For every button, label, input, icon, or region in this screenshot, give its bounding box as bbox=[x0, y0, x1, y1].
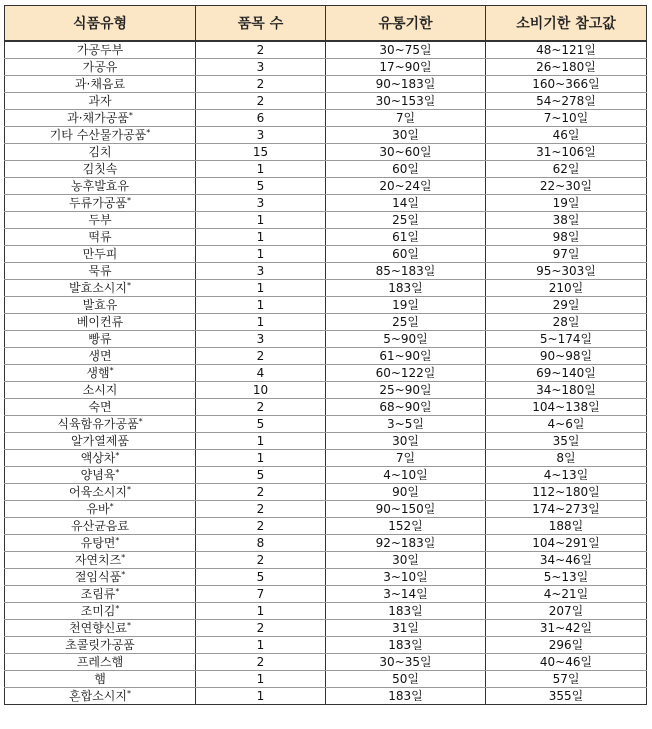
cell-food-type bbox=[5, 688, 196, 705]
footnote-asterisk: * bbox=[115, 468, 120, 477]
header-row bbox=[5, 6, 647, 42]
cell-item-count: 3 bbox=[196, 127, 326, 144]
cell-shelf-life: 30일 bbox=[326, 433, 486, 450]
cell-food-type bbox=[5, 382, 196, 399]
table-row bbox=[5, 535, 647, 552]
table-row bbox=[5, 110, 647, 127]
table-row bbox=[5, 195, 647, 212]
table-row bbox=[5, 41, 647, 59]
cell-item-count: 7 bbox=[196, 586, 326, 603]
cell-shelf-life: 25일 bbox=[326, 314, 486, 331]
cell-shelf-life: 61일 bbox=[326, 229, 486, 246]
cell-shelf-life: 7일 bbox=[326, 450, 486, 467]
food-type-label: 기타 수산물가공품 bbox=[49, 128, 147, 142]
cell-consumption-reference: 48~121일 bbox=[486, 41, 647, 59]
cell-shelf-life: 30~60일 bbox=[326, 144, 486, 161]
table-row bbox=[5, 144, 647, 161]
footnote-asterisk: * bbox=[126, 621, 131, 630]
cell-consumption-reference: 160~366일 bbox=[486, 76, 647, 93]
food-type-label: 식육함유가공품 bbox=[57, 417, 139, 431]
cell-consumption-reference: 5~174일 bbox=[486, 331, 647, 348]
food-type-label: 생햄 bbox=[86, 366, 110, 380]
cell-shelf-life: 61~90일 bbox=[326, 348, 486, 365]
food-type-label: 조림류 bbox=[80, 587, 116, 601]
table-row bbox=[5, 501, 647, 518]
table-row bbox=[5, 365, 647, 382]
food-type-label: 유탕면 bbox=[80, 536, 116, 550]
footnote-asterisk: * bbox=[109, 366, 114, 375]
cell-shelf-life: 183일 bbox=[326, 280, 486, 297]
table-row bbox=[5, 297, 647, 314]
table-row bbox=[5, 263, 647, 280]
footnote-asterisk: * bbox=[115, 536, 120, 545]
cell-item-count: 2 bbox=[196, 518, 326, 535]
food-type-label: 햄 bbox=[94, 672, 106, 686]
table-row bbox=[5, 59, 647, 76]
cell-shelf-life: 25일 bbox=[326, 212, 486, 229]
cell-shelf-life: 14일 bbox=[326, 195, 486, 212]
footnote-asterisk: * bbox=[121, 570, 126, 579]
cell-shelf-life: 4~10일 bbox=[326, 467, 486, 484]
cell-item-count: 2 bbox=[196, 76, 326, 93]
cell-shelf-life: 30일 bbox=[326, 552, 486, 569]
cell-item-count: 1 bbox=[196, 161, 326, 178]
cell-shelf-life: 30~75일 bbox=[326, 41, 486, 59]
cell-food-type bbox=[5, 110, 196, 127]
food-type-label: 유바 bbox=[86, 502, 110, 516]
food-type-label: 농후발효유 bbox=[71, 179, 129, 193]
table-row bbox=[5, 280, 647, 297]
cell-item-count: 2 bbox=[196, 620, 326, 637]
table-row bbox=[5, 399, 647, 416]
cell-food-type bbox=[5, 41, 196, 59]
cell-shelf-life: 183일 bbox=[326, 688, 486, 705]
food-type-label: 양념육 bbox=[80, 468, 116, 482]
food-type-label: 베이컨류 bbox=[76, 315, 124, 329]
food-type-label: 두부 bbox=[88, 213, 112, 227]
cell-food-type bbox=[5, 365, 196, 382]
cell-consumption-reference: 19일 bbox=[486, 195, 647, 212]
footnote-asterisk: * bbox=[126, 196, 131, 205]
footnote-asterisk: * bbox=[109, 502, 114, 511]
cell-consumption-reference: 4~13일 bbox=[486, 467, 647, 484]
cell-shelf-life: 90일 bbox=[326, 484, 486, 501]
cell-food-type bbox=[5, 280, 196, 297]
cell-consumption-reference: 207일 bbox=[486, 603, 647, 620]
cell-consumption-reference: 26~180일 bbox=[486, 59, 647, 76]
cell-shelf-life: 85~183일 bbox=[326, 263, 486, 280]
footnote-asterisk: * bbox=[126, 281, 131, 290]
cell-item-count: 1 bbox=[196, 637, 326, 654]
cell-food-type bbox=[5, 348, 196, 365]
food-type-label: 떡류 bbox=[88, 230, 112, 244]
cell-food-type bbox=[5, 144, 196, 161]
cell-food-type bbox=[5, 433, 196, 450]
cell-item-count: 1 bbox=[196, 297, 326, 314]
table-row bbox=[5, 569, 647, 586]
table-row bbox=[5, 654, 647, 671]
food-type-label: 혼합소시지 bbox=[69, 689, 127, 703]
cell-consumption-reference: 31~106일 bbox=[486, 144, 647, 161]
cell-consumption-reference: 210일 bbox=[486, 280, 647, 297]
table-row bbox=[5, 331, 647, 348]
food-type-label: 생면 bbox=[88, 349, 112, 363]
cell-food-type bbox=[5, 501, 196, 518]
food-type-label: 자연치즈 bbox=[74, 553, 122, 567]
table-row bbox=[5, 586, 647, 603]
cell-food-type bbox=[5, 552, 196, 569]
cell-food-type bbox=[5, 654, 196, 671]
cell-food-type bbox=[5, 93, 196, 110]
cell-item-count: 2 bbox=[196, 399, 326, 416]
table-container bbox=[4, 5, 647, 705]
footnote-asterisk: * bbox=[121, 553, 126, 562]
food-type-label: 소시지 bbox=[82, 383, 118, 397]
food-type-label: 가공두부 bbox=[76, 43, 124, 57]
food-type-label: 어육소시지 bbox=[69, 485, 127, 499]
cell-shelf-life: 30일 bbox=[326, 127, 486, 144]
cell-food-type bbox=[5, 212, 196, 229]
cell-shelf-life: 31일 bbox=[326, 620, 486, 637]
footnote-asterisk: * bbox=[115, 604, 120, 613]
cell-food-type bbox=[5, 518, 196, 535]
cell-food-type bbox=[5, 127, 196, 144]
food-type-label: 발효소시지 bbox=[69, 281, 127, 295]
header-shelf-life: 유통기한 bbox=[326, 6, 486, 42]
cell-food-type bbox=[5, 297, 196, 314]
table-row bbox=[5, 416, 647, 433]
cell-food-type bbox=[5, 195, 196, 212]
cell-shelf-life: 30~153일 bbox=[326, 93, 486, 110]
cell-food-type bbox=[5, 484, 196, 501]
cell-item-count: 2 bbox=[196, 501, 326, 518]
cell-food-type bbox=[5, 620, 196, 637]
cell-food-type bbox=[5, 229, 196, 246]
food-type-label: 과·채가공품 bbox=[67, 111, 129, 125]
cell-consumption-reference: 104~291일 bbox=[486, 535, 647, 552]
cell-shelf-life: 25~90일 bbox=[326, 382, 486, 399]
cell-consumption-reference: 29일 bbox=[486, 297, 647, 314]
cell-consumption-reference: 46일 bbox=[486, 127, 647, 144]
cell-item-count: 5 bbox=[196, 178, 326, 195]
cell-food-type bbox=[5, 569, 196, 586]
cell-consumption-reference: 28일 bbox=[486, 314, 647, 331]
food-type-label: 빵류 bbox=[88, 332, 112, 346]
table-row bbox=[5, 603, 647, 620]
cell-item-count: 6 bbox=[196, 110, 326, 127]
cell-consumption-reference: 174~273일 bbox=[486, 501, 647, 518]
table-row bbox=[5, 382, 647, 399]
cell-food-type bbox=[5, 416, 196, 433]
cell-item-count: 5 bbox=[196, 569, 326, 586]
food-type-label: 액상차 bbox=[80, 451, 116, 465]
header-consumption-reference: 소비기한 참고값 bbox=[486, 6, 647, 42]
cell-item-count: 3 bbox=[196, 331, 326, 348]
cell-item-count: 2 bbox=[196, 41, 326, 59]
food-type-label: 숙면 bbox=[88, 400, 112, 414]
shelf-life-table bbox=[4, 5, 647, 705]
cell-consumption-reference: 296일 bbox=[486, 637, 647, 654]
cell-shelf-life: 30~35일 bbox=[326, 654, 486, 671]
footnote-asterisk: * bbox=[115, 451, 120, 460]
cell-consumption-reference: 112~180일 bbox=[486, 484, 647, 501]
table-row bbox=[5, 620, 647, 637]
cell-item-count: 1 bbox=[196, 603, 326, 620]
cell-food-type bbox=[5, 535, 196, 552]
food-type-label: 묵류 bbox=[88, 264, 112, 278]
cell-food-type bbox=[5, 314, 196, 331]
table-body bbox=[5, 41, 647, 705]
cell-item-count: 4 bbox=[196, 365, 326, 382]
table-row bbox=[5, 161, 647, 178]
cell-consumption-reference: 188일 bbox=[486, 518, 647, 535]
cell-item-count: 8 bbox=[196, 535, 326, 552]
cell-shelf-life: 3~5일 bbox=[326, 416, 486, 433]
cell-item-count: 3 bbox=[196, 195, 326, 212]
table-row bbox=[5, 314, 647, 331]
food-type-label: 절임식품 bbox=[74, 570, 122, 584]
cell-consumption-reference: 98일 bbox=[486, 229, 647, 246]
cell-item-count: 2 bbox=[196, 552, 326, 569]
table-row bbox=[5, 93, 647, 110]
cell-consumption-reference: 7~10일 bbox=[486, 110, 647, 127]
header-item-count: 품목 수 bbox=[196, 6, 326, 42]
cell-consumption-reference: 34~46일 bbox=[486, 552, 647, 569]
food-type-label: 가공유 bbox=[82, 60, 118, 74]
cell-shelf-life: 90~183일 bbox=[326, 76, 486, 93]
table-row bbox=[5, 229, 647, 246]
cell-consumption-reference: 38일 bbox=[486, 212, 647, 229]
cell-consumption-reference: 355일 bbox=[486, 688, 647, 705]
table-row bbox=[5, 450, 647, 467]
food-type-label: 프레스햄 bbox=[76, 655, 124, 669]
cell-consumption-reference: 4~6일 bbox=[486, 416, 647, 433]
cell-item-count: 3 bbox=[196, 263, 326, 280]
cell-item-count: 1 bbox=[196, 671, 326, 688]
cell-shelf-life: 60일 bbox=[326, 161, 486, 178]
food-type-label: 천연향신료 bbox=[69, 621, 127, 635]
footnote-asterisk: * bbox=[126, 689, 131, 698]
cell-item-count: 1 bbox=[196, 433, 326, 450]
cell-food-type bbox=[5, 161, 196, 178]
cell-item-count: 2 bbox=[196, 654, 326, 671]
cell-item-count: 1 bbox=[196, 314, 326, 331]
cell-item-count: 1 bbox=[196, 229, 326, 246]
footnote-asterisk: * bbox=[138, 417, 143, 426]
cell-shelf-life: 60~122일 bbox=[326, 365, 486, 382]
table-row bbox=[5, 178, 647, 195]
cell-consumption-reference: 31~42일 bbox=[486, 620, 647, 637]
cell-shelf-life: 183일 bbox=[326, 603, 486, 620]
cell-consumption-reference: 57일 bbox=[486, 671, 647, 688]
cell-shelf-life: 7일 bbox=[326, 110, 486, 127]
food-type-label: 두류가공품 bbox=[69, 196, 127, 210]
cell-shelf-life: 5~90일 bbox=[326, 331, 486, 348]
food-type-label: 조미김 bbox=[80, 604, 116, 618]
cell-food-type bbox=[5, 586, 196, 603]
footnote-asterisk: * bbox=[115, 587, 120, 596]
cell-food-type bbox=[5, 603, 196, 620]
cell-consumption-reference: 5~13일 bbox=[486, 569, 647, 586]
table-row bbox=[5, 127, 647, 144]
cell-consumption-reference: 54~278일 bbox=[486, 93, 647, 110]
cell-shelf-life: 183일 bbox=[326, 637, 486, 654]
cell-food-type bbox=[5, 76, 196, 93]
table-row bbox=[5, 246, 647, 263]
cell-item-count: 1 bbox=[196, 212, 326, 229]
header-food-type: 식품유형 bbox=[5, 6, 196, 42]
cell-food-type bbox=[5, 263, 196, 280]
cell-item-count: 5 bbox=[196, 467, 326, 484]
table-row bbox=[5, 518, 647, 535]
cell-consumption-reference: 34~180일 bbox=[486, 382, 647, 399]
cell-shelf-life: 68~90일 bbox=[326, 399, 486, 416]
cell-shelf-life: 17~90일 bbox=[326, 59, 486, 76]
table-row bbox=[5, 552, 647, 569]
cell-food-type bbox=[5, 450, 196, 467]
cell-food-type bbox=[5, 331, 196, 348]
table-row bbox=[5, 671, 647, 688]
table-row bbox=[5, 433, 647, 450]
cell-consumption-reference: 62일 bbox=[486, 161, 647, 178]
food-type-label: 김칫속 bbox=[82, 162, 118, 176]
cell-item-count: 1 bbox=[196, 450, 326, 467]
cell-item-count: 3 bbox=[196, 59, 326, 76]
food-type-label: 초콜릿가공품 bbox=[65, 638, 135, 652]
cell-consumption-reference: 104~138일 bbox=[486, 399, 647, 416]
food-type-label: 과자 bbox=[88, 94, 112, 108]
cell-item-count: 10 bbox=[196, 382, 326, 399]
cell-shelf-life: 90~150일 bbox=[326, 501, 486, 518]
cell-food-type bbox=[5, 399, 196, 416]
cell-item-count: 1 bbox=[196, 246, 326, 263]
cell-shelf-life: 3~10일 bbox=[326, 569, 486, 586]
cell-consumption-reference: 95~303일 bbox=[486, 263, 647, 280]
food-type-label: 알가열제품 bbox=[71, 434, 129, 448]
food-type-label: 과·채음료 bbox=[74, 77, 126, 91]
footnote-asterisk: * bbox=[146, 128, 151, 137]
cell-consumption-reference: 69~140일 bbox=[486, 365, 647, 382]
cell-consumption-reference: 97일 bbox=[486, 246, 647, 263]
cell-consumption-reference: 40~46일 bbox=[486, 654, 647, 671]
food-type-label: 발효유 bbox=[82, 298, 118, 312]
cell-item-count: 2 bbox=[196, 348, 326, 365]
cell-item-count: 2 bbox=[196, 93, 326, 110]
table-row bbox=[5, 484, 647, 501]
cell-item-count: 5 bbox=[196, 416, 326, 433]
cell-food-type bbox=[5, 59, 196, 76]
cell-consumption-reference: 8일 bbox=[486, 450, 647, 467]
table-row bbox=[5, 76, 647, 93]
table-row bbox=[5, 348, 647, 365]
cell-food-type bbox=[5, 178, 196, 195]
table-row bbox=[5, 637, 647, 654]
cell-shelf-life: 60일 bbox=[326, 246, 486, 263]
cell-consumption-reference: 4~21일 bbox=[486, 586, 647, 603]
cell-item-count: 2 bbox=[196, 484, 326, 501]
cell-shelf-life: 92~183일 bbox=[326, 535, 486, 552]
table-row bbox=[5, 212, 647, 229]
cell-shelf-life: 152일 bbox=[326, 518, 486, 535]
food-type-label: 유산균음료 bbox=[71, 519, 129, 533]
cell-food-type bbox=[5, 637, 196, 654]
cell-consumption-reference: 22~30일 bbox=[486, 178, 647, 195]
footnote-asterisk: * bbox=[128, 111, 133, 120]
cell-shelf-life: 3~14일 bbox=[326, 586, 486, 603]
cell-consumption-reference: 90~98일 bbox=[486, 348, 647, 365]
cell-food-type bbox=[5, 467, 196, 484]
cell-shelf-life: 20~24일 bbox=[326, 178, 486, 195]
cell-food-type bbox=[5, 671, 196, 688]
cell-item-count: 1 bbox=[196, 688, 326, 705]
cell-consumption-reference: 35일 bbox=[486, 433, 647, 450]
food-type-label: 만두피 bbox=[82, 247, 118, 261]
table-row bbox=[5, 688, 647, 705]
table-row bbox=[5, 467, 647, 484]
footnote-asterisk: * bbox=[126, 485, 131, 494]
food-type-label: 김치 bbox=[88, 145, 112, 159]
cell-item-count: 15 bbox=[196, 144, 326, 161]
cell-shelf-life: 50일 bbox=[326, 671, 486, 688]
cell-item-count: 1 bbox=[196, 280, 326, 297]
cell-food-type bbox=[5, 246, 196, 263]
cell-shelf-life: 19일 bbox=[326, 297, 486, 314]
